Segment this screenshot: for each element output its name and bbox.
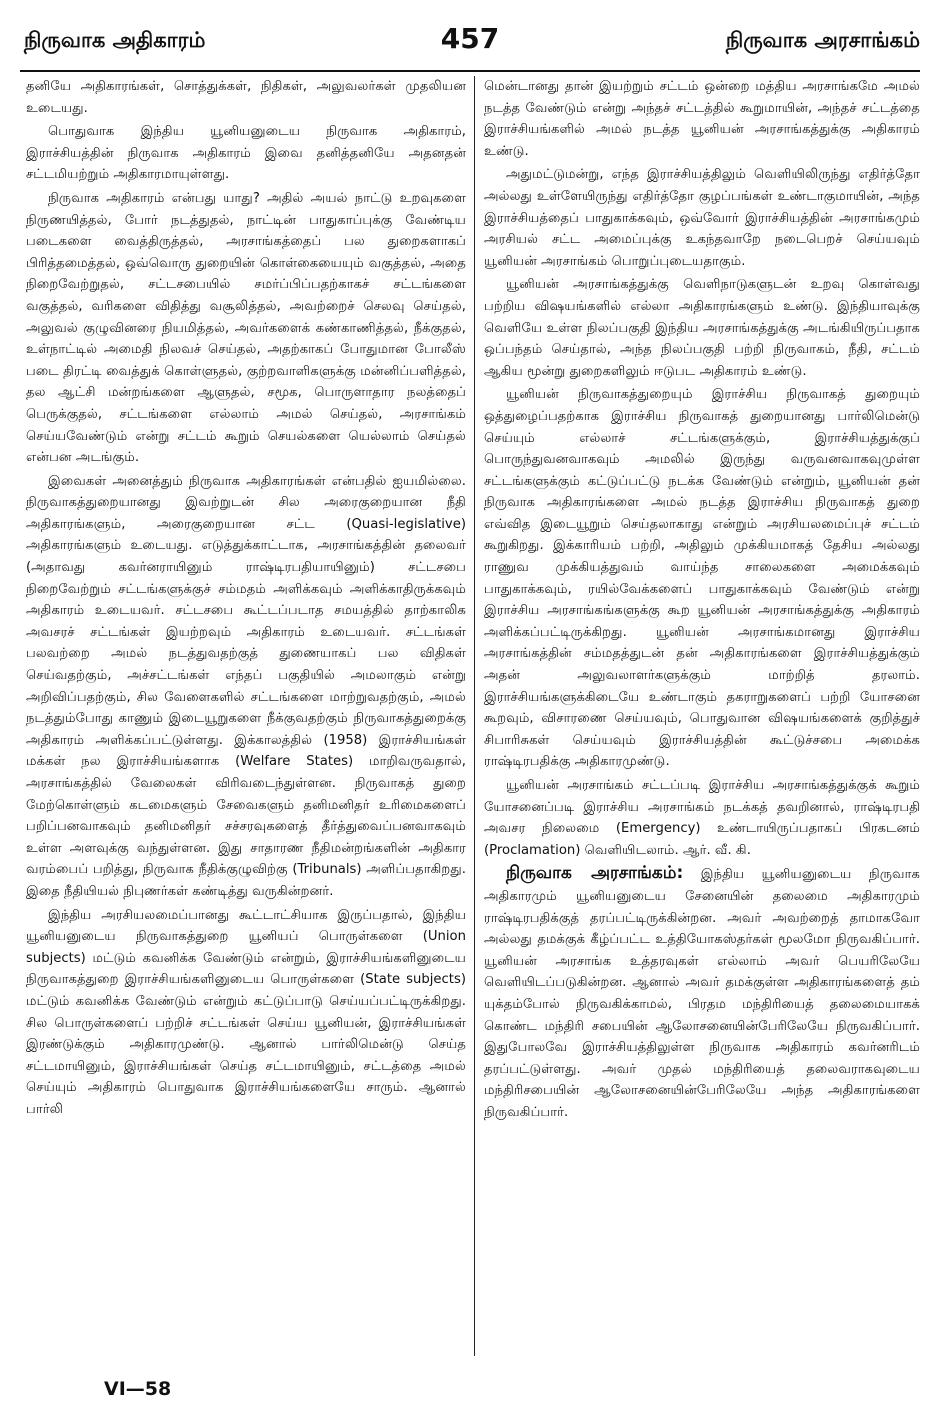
section-paragraph [484,863,920,1123]
left-column [26,76,466,1376]
paragraph: தனியே அதிகாரங்கள், சொத்துக்கள், நிதிகள், அலுவலர்கள் முதலியன உடையது. [26,79,466,116]
page-number: 457 [440,22,500,55]
paragraph: பொதுவாக இந்திய யூனியனுடைய நிருவாக அதிகாரம், இராச்சியத்தின் நிருவாக அதிகாரம் இவை தனித்தனியே அதனதன் சட்டமியற்றும் அதிகாரமாயுள்ளது. [26,124,466,183]
column-divider [474,76,475,1356]
paragraph: நிருவாக அதிகாரம் என்பது யாது? அதில் அயல் நாட்டு உறவுகளை நிருணயித்தல், போர் நடத்துதல், நாட்டின் பாதுகாப்புக்கு வேண்டிய படைகளை வைத்திருத்தல், அரசாங்கத்தைப் பல துறைகளாகப் பிரித்தமைத்தல், ஒவ்வொரு துறையின் கொள்கையையும் வகுத்தல், அதை நிறைவேற்றுதல், சட்டசபையில் சமர்ப்பிப்பதற்காகச் சட்டங்களை வகுத்தல், வரிகளை விதித்து வசூலித்தல், அவற்றைச் செலவு செய்தல், அலுவல் குழுவினரை நியமித்தல், அவர்களைக் கண்காணித்தல், நீக்குதல், உள்நாட்டில் அமைதி நிலவச் செய்தல், அதற்காகப் போதுமான போலீஸ் படை திரட்டி வைத்துக் கொள்ளுதல், குற்றவாளிகளுக்கு மன்னிப்பளித்தல், தல ஆட்சி மன்றங்களை ஆளுதல், சமூக, பொருளாதார நலத்தைப் பெருக்குதல், சட்டங்களை எல்லாம் அமல் செய்தல், அரசாங்கம் செய்யவேண்டும் என்று சட்டம் கூறும் செயல்களை யெல்லாம் செய்தல் என்பன அடங்கும். [26,190,466,466]
paragraph: மென்டானது தான் இயற்றும் சட்டம் ஒன்றை மத்திய அரசாங்கமே அமல் நடத்த வேண்டும் என்று அந்தச் சட்டத்தில் கூறுமாயின், அந்தச் சட்டத்தை இராச்சியங்களில் அமல் நடத்த யூனியன் அரசாங்கத்துக்கு அதிகாரம் உண்டு. [484,79,920,159]
paragraph-text: யூனியன் அரசாங்கம் சட்டப்படி இராச்சிய அரசாங்கத்துக்குக் கூறும் யோசனைப்படி இராச்சிய அரசாங்கம் நடக்கத் தவறினால், ராஷ்டிரபதி அவசர நிலைமை (Emergency) உண்டாயிருப்பதாகப் பிரகடனம் (Proclamation) வெளியிடலாம். [484,778,920,858]
paragraph-with-signature [484,775,920,861]
header-right-title: நிருவாக அரசாங்கம் [725,28,920,52]
paragraph: இந்திய அரசியலமைப்பானது கூட்டாட்சியாக இருப்பதால், இந்திய யூனியனுடைய நிருவாகத்துறை யூனியப் பொருள்களை (Union subjects) மட்டும் கவனிக்க வேண்டும் என்றும், இராச்சியங்களினுடைய நிருவாகத்துறை இராச்சியங்களினுடைய பொருள்களை (State subjects) மட்டும் கவனிக்க வேண்டும் என்றும் கட்டுப்பாடு செய்யப்பட்டிருக்கிறது. சில பொருள்களைப் பற்றிச் சட்டங்கள் செய்ய யூனியன், இராச்சியங்கள் இரண்டுக்கும் அதிகாரமுண்டு. ஆனால் பார்லிமென்டு செய்த சட்டமாயினும், இராச்சியங்கள் செய்த சட்டமாயினும், சட்டத்தை அமல் செய்யும் அதிகாரம் பொதுவாக இராச்சியங்களையே சாரும். ஆனால் பார்லி [26,907,466,1117]
section-heading: நிருவாக அரசாங்கம்: [506,863,684,884]
author-initials: ஆர். வீ. கி. [682,842,751,858]
footer-signature-mark: VI—58 [104,1378,172,1400]
paragraph: யூனியன் நிருவாகத்துறையும் இராச்சிய நிருவாகத் துறையும் ஒத்துழைப்பதற்காக இராச்சிய நிருவாகத் துறையானது பார்லிமென்டு செய்யும் எல்லாச் சட்டங்களுக்கும், இராச்சியத்துக்குப் பொருந்துவனவாகவும் அமலில் இருந்து வருவனவாகவுமுள்ள சட்டங்களுக்கும் கட்டுப்பட்டு நடக்க வேண்டும் என்றும், யூனியன் தன் நிருவாக அதிகாரங்களை அமல் நடத்த இராச்சிய நிருவாகத் துறை எவ்வித இடையூறும் செய்தலாகாது என்றும் அரசியலமைப்புச் சட்டம் கூறுகிறது. இக்காரியம் பற்றி, அதிலும் முக்கியமாகத் தேசிய அல்லது ராணுவ முக்கியத்துவம் வாய்ந்த சாலைகளை அமைக்கவும் பாதுகாக்கவும், ரயில்வேக்களைப் பாதுகாக்கவும் வேண்டும் என்று இராச்சிய அரசாங்கங்களுக்கு கூற யூனியன் அரசாங்கத்துக்கு அதிகாரம் அளிக்கப்பட்டிருக்கிறது. யூனியன் அரசாங்கமானது இராச்சிய அரசாங்கத்தின் சம்மதத்துடன் தன் அதிகாரங்களை இராச்சியத்துக்கும் அதன் அலுவலாளர்களுக்கும் மாற்றித் தரலாம். இராச்சியங்களுக்கிடையே உண்டாகும் தகராறுகளைப் பற்றி யோசனை கூறவும், விசாரணை செய்யவும், பொதுவான விஷயங்களைக் குறித்துச் சிபாரிசுகள் செய்யவும் இராச்சியத்தின் கூட்டுச்சபை அமைக்க ராஷ்டிரபதிக்கு அதிகாரமுண்டு. [484,387,920,770]
paragraph-text: இந்திய யூனியனுடைய நிருவாக அதிகாரமும் யூனியனுடைய சேனையின் தலைமை அதிகாரமும் ராஷ்டிரபதிக்குத் தரப்பட்டிருக்கின்றன. அவர் அவற்றைத் தாமாகவோ அல்லது தமக்குக் கீழ்ப்பட்ட உத்தியோகஸ்தர்கள் மூலமோ நிருவகிப்பார். யூனியன் அரசாங்க உத்தரவுகள் எல்லாம் அவர் பெயரிலேயே வெளியிடப்படுகின்றன. ஆனால் அவர் தமக்குள்ள அதிகாரங்களைத் தம் யுக்தம்போல் நிருவகிக்காமல், பிரதம மந்திரியைத் தலைமையாகக் கொண்ட மந்திரி சபையின் ஆலோசனையின்பேரிலேயே நிருவகிப்பார். இதுபோலவே இராச்சியத்திலுள்ள நிருவாக அதிகாரம் கவர்னரிடம் தரப்பட்டுள்ளது. அவர் முதல் மந்திரியைத் தலைவராகவுடைய மந்திரிசபையின் ஆலோசனையின்பேரிலேயே அந்த அதிகாரங்களை நிருவகிப்பார். [484,867,920,1120]
paragraph: அதுமட்டுமன்று, எந்த இராச்சியத்திலும் வெளியிலிருந்து எதிர்த்தோ அல்லது உள்ளேயிருந்து எதிர்த்தோ குழப்பங்கள் உண்டாகுமாயின், அந்த இராச்சியத்தைப் பாதுகாக்கவும், ஒவ்வோர் இராச்சியத்தின் அரசாங்கமும் அரசியல் சட்ட அமைப்புக்கு உகந்தவாறே நடைபெறச் செய்யவும் யூனியன் அரசாங்கம் பொறுப்புடையதாகும். [484,167,920,269]
paragraph: இவைகள் அனைத்தும் நிருவாக அதிகாரங்கள் என்பதில் ஐயமில்லை. நிருவாகத்துறையானது இவற்றுடன் சில அரைகுறையான நீதி அதிகாரங்களும், அரைகுறையான சட்ட (Quasi-legislative) அதிகாரங்களும் உடையது. எடுத்துக்காட்டாக, அரசாங்கத்தின் தலைவர் (அதாவது கவர்னராயினும் ராஷ்டிரபதியாயினும்) சட்டசபை நிறைவேற்றும் சட்டங்களுக்குச் சம்மதம் அளிக்கவும் அளிக்காதிருக்கவும் அதிகாரம் உடையவர். சட்டசபை கூட்டப்படாத சமயத்தில் தாற்காலிக அவசரச் சட்டங்கள் இயற்றவும் அதிகாரம் உடையவர். சட்டங்கள் பலவற்றை அமல் நடத்துவதற்குத் துணையாகப் பல விதிகள் செய்வதற்கும், அச்சட்டங்கள் எந்தப் பகுதியில் அமலாகும் என்று அறிவிப்பதற்கும், சில வேளைகளில் சட்டங்களை மாற்றுவதற்கும், அமல் நடத்தும்போது காணும் இடையூறுகளை நீக்குவதற்கும் நிருவாகத்துறைக்கு அதிகாரம் அளிக்கப்பட்டுள்ளது. இக்காலத்தில் (1958) இராச்சியங்கள் மக்கள் நல இராச்சியங்களாக (Welfare States) மாறிவருவதால், அரசாங்கத்தில் வேலைகள் விரிவடைந்துள்ளன. நிருவாகத் துறை மேற்கொள்ளும் கடமைகளும் சேவைகளும் தனிமனிதர் உரிமைகளைப் பறிப்பனவாகவும் தனிமனிதர் சச்சரவுகளைத் தீர்த்துவைப்பனவாகவும் உள்ள அளவுக்கு வந்துள்ளன. இது சாதாரண நீதிமன்றங்களின் அதிகார வரம்பைப் பறித்து, நிருவாக நீதிக்குழுவிற்கு (Tribunals) அளிப்பதாகிறது. இதை நீதியியல் நிபுணர்கள் கண்டித்து வருகின்றனர். [26,473,466,899]
paragraph: யூனியன் அரசாங்கத்துக்கு வெளிநாடுகளுடன் உறவு கொள்வது பற்றிய விஷயங்களில் எல்லா அதிகாரங்களும் உண்டு. இந்தியாவுக்கு வெளியே உள்ள நிலப்பகுதி இந்திய அரசாங்கத்துக்கு அடங்கியிருப்பதாக ஒப்பந்தம் செய்தால், அந்த நிலப்பகுதி பற்றி நிருவாகம், நீதி, சட்டம் ஆகிய மூன்று துறைகளிலும் ஈடுபட அதிகாரம் உண்டு. [484,277,920,379]
page-header [20,22,920,62]
header-rule [20,70,920,72]
right-column [484,76,920,1376]
header-left-title: நிருவாக அதிகாரம் [24,28,206,52]
